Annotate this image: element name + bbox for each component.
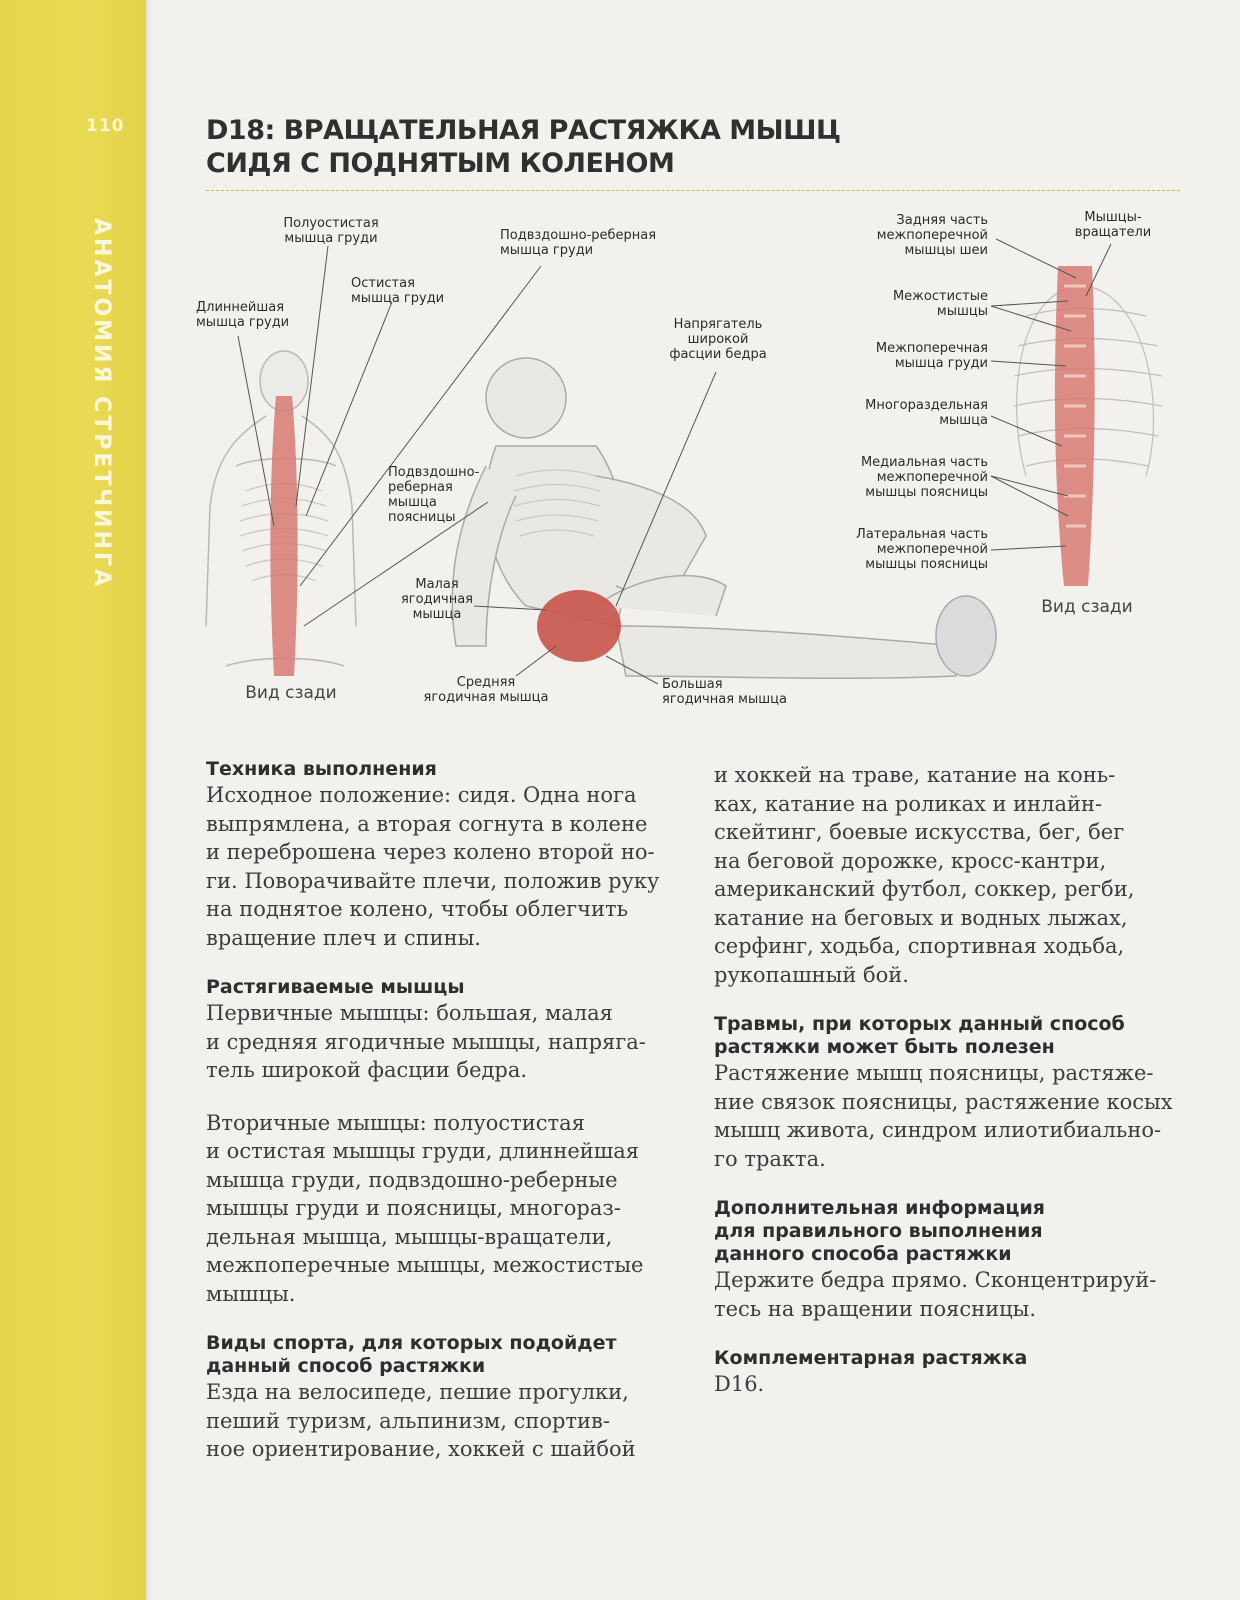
label-intertrans-thoracic: Межпоперечная мышца груди	[875, 341, 988, 371]
anatomy-illustration	[196, 206, 1186, 736]
label-multifidus: Многораздельная мышца	[865, 398, 988, 428]
label-longissimus: Длиннейшая мышца груди	[196, 300, 290, 330]
heading-complementary: Комплементарная растяжка	[714, 1347, 1028, 1369]
spine-deep-muscles	[1055, 266, 1095, 586]
yellow-side-band	[0, 0, 146, 1600]
label-iliocostalis-lumborum: Подвздошно- реберная мышца поясницы	[388, 465, 480, 525]
label-intertrans-lumbar-lateral: Латеральная часть межпоперечной мышцы поясницы	[856, 527, 988, 572]
heading-injuries: Травмы, при которых данный способ растяжки может быть полезен	[714, 1013, 1125, 1058]
page-number: 110	[86, 116, 125, 136]
title-divider	[206, 190, 1180, 191]
label-view-back-left: Вид сзади	[245, 683, 337, 703]
label-interspinales: Межостистые мышцы	[892, 289, 988, 319]
text-sports-continued: и хоккей на траве, катание на конь- ках, катание на роликах и инлайн- скейтинг, боевые искусства, бег, бег на беговой дорожке, кросс-кантри, американский футбол, соккер, регби, катание на беговых и водных лыжах, серфинг, ходьба, спортивная ходьба, рукопашный бой.	[714, 763, 1135, 987]
label-iliocostalis-thoracis: Подвздошно-реберная мышца груди	[500, 228, 657, 258]
page-title: D18: ВРАЩАТЕЛЬНАЯ РАСТЯЖКА МЫШЦ СИДЯ С ПОДНЯТЫМ КОЛЕНОМ	[206, 115, 841, 179]
label-intertrans-lumbar-medial: Медиальная часть межпоперечной мышцы поясницы	[860, 455, 988, 500]
page-gutter-shadow	[146, 0, 152, 1600]
label-tfl: Напрягатель широкой фасции бедра	[669, 317, 767, 362]
text-technique: Исходное положение: сидя. Одна нога выпрямлена, а вторая согнута в колене и переброшена через колено второй но- ги. Поворачивайте плечи, положив руку на поднятое колено, чтобы облегчить вращение плеч и спины.	[206, 783, 660, 950]
heading-technique: Техника выполнения	[206, 758, 437, 780]
left-text-column	[206, 758, 676, 1464]
label-view-back-right: Вид сзади	[1041, 597, 1133, 617]
heading-muscles: Растягиваемые мышцы	[206, 976, 465, 998]
label-glute-med: Средняя ягодичная мышца	[423, 675, 549, 705]
back-view-spinal-muscles	[270, 396, 297, 676]
text-complementary: D16.	[714, 1372, 765, 1396]
text-sports: Езда на велосипеде, пешие прогулки, пеший туризм, альпинизм, спортив- ное ориентирование, хоккей с шайбой	[206, 1380, 636, 1461]
text-injuries: Растяжение мышц поясницы, растяже- ние связок поясницы, растяжение косых мышц живота, синдром илиотибиально- го тракта.	[714, 1061, 1173, 1171]
label-spinalis: Остистая мышца груди	[351, 276, 445, 306]
text-secondary-muscles: Вторичные мышцы: полуостистая и остистая мышцы груди, длиннейшая мышца груди, подвздошно-реберные мышцы груди и поясницы, многораз- дельная мышца, мышцы-вращатели, межпоперечные мышцы, межостистые мышцы.	[206, 1110, 644, 1306]
label-intertrans-neck: Задняя часть межпоперечной мышцы шеи	[876, 213, 988, 258]
right-text-column	[714, 761, 1184, 1399]
anatomy-drawing	[196, 206, 1186, 736]
heading-extra-info: Дополнительная информация для правильного выполнения данного способа растяжки	[714, 1197, 1045, 1265]
label-glute-min: Малая ягодичная мышца	[400, 577, 473, 622]
label-rotators: Мышцы- вращатели	[1074, 210, 1152, 240]
label-glute-max: Большая ягодичная мышца	[662, 677, 787, 707]
section-title-vertical: АНАТОМИЯ СТРЕТЧИНГА	[89, 218, 114, 590]
text-extra-info: Держите бедра прямо. Сконцентрируй- тесь на вращении поясницы.	[714, 1268, 1157, 1321]
text-primary-muscles: Первичные мышцы: большая, малая и средняя ягодичные мышцы, напряга- тель широкой фасции бедра.	[206, 1001, 646, 1082]
label-semispinalis: Полуостистая мышца груди	[283, 216, 379, 246]
heading-sports: Виды спорта, для которых подойдет данный способ растяжки	[206, 1332, 617, 1377]
